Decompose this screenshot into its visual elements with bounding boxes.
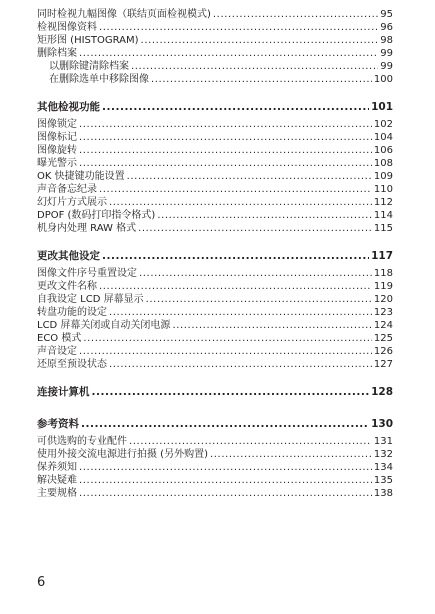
toc-entry[interactable] <box>37 358 393 371</box>
toc-entry[interactable] <box>37 131 393 144</box>
leader-dots <box>79 118 372 131</box>
toc-entry-page: 138 <box>373 488 393 499</box>
leader-dots <box>79 131 372 144</box>
toc-entry[interactable] <box>37 306 393 319</box>
toc-section <box>37 381 393 403</box>
toc-entry[interactable] <box>37 448 393 461</box>
toc-subentry[interactable] <box>37 60 393 73</box>
toc-entry[interactable] <box>37 157 393 170</box>
toc-entry-page: 99 <box>380 61 393 72</box>
toc-entry-title: 声音备忘纪录 <box>37 184 97 195</box>
toc-section <box>37 245 393 371</box>
toc-entry[interactable] <box>37 332 393 345</box>
toc-entry-page: 112 <box>373 197 393 208</box>
leader-dots <box>151 73 372 86</box>
leader-dots <box>83 332 372 345</box>
toc-entry-title: 曝光警示 <box>37 158 77 169</box>
toc-chapter-heading[interactable] <box>37 245 393 267</box>
toc-entry-page: 124 <box>373 320 393 331</box>
toc-entry-title: 在删除选单中移除图像 <box>49 74 149 85</box>
toc-entry-title: OK 快捷键功能设置 <box>37 171 125 182</box>
toc-entry[interactable] <box>37 183 393 196</box>
toc-entry[interactable] <box>37 280 393 293</box>
toc-heading-title: 连接计算机 <box>37 386 90 398</box>
toc-entry-title: 声音设定 <box>37 346 77 357</box>
leader-dots <box>81 413 369 435</box>
toc-entry-page: 99 <box>380 48 393 59</box>
leader-dots <box>146 293 372 306</box>
toc-entry-title: 自我设定 LCD 屏幕显示 <box>37 294 144 305</box>
leader-dots <box>79 47 378 60</box>
toc-entry-title: 更改文件名称 <box>37 281 97 292</box>
toc-entry-title: 幻灯片方式展示 <box>37 197 107 208</box>
toc-entry[interactable] <box>37 118 393 131</box>
toc-entry-page: 104 <box>373 132 393 143</box>
toc-entry-title: 还原至预设状态 <box>37 359 107 370</box>
toc-entry-title: 可供选购的专业配件 <box>37 436 127 447</box>
toc-entry-page: 120 <box>373 294 393 305</box>
toc-entry[interactable] <box>37 293 393 306</box>
leader-dots <box>79 474 372 487</box>
leader-dots <box>99 183 372 196</box>
page-number: 6 <box>37 575 46 590</box>
toc-entry-page: 123 <box>373 307 393 318</box>
toc-heading-title: 更改其他设定 <box>37 250 100 262</box>
toc-entry-page: 106 <box>373 145 393 156</box>
toc-entry-page: 95 <box>380 9 393 20</box>
toc-entry-page: 119 <box>373 281 393 292</box>
toc-entry[interactable] <box>37 144 393 157</box>
toc-entry[interactable] <box>37 474 393 487</box>
toc-entry[interactable] <box>37 34 393 47</box>
table-of-contents <box>37 8 393 510</box>
toc-entry[interactable] <box>37 8 393 21</box>
toc-entry[interactable] <box>37 435 393 448</box>
leader-dots <box>213 8 378 21</box>
toc-entry-title: 主要规格 <box>37 488 77 499</box>
leader-dots <box>79 144 372 157</box>
toc-entry[interactable] <box>37 319 393 332</box>
toc-entry-title: 同时检视九幅图像（联结页面检视模式) <box>37 9 211 20</box>
leader-dots <box>127 170 372 183</box>
toc-section <box>37 8 393 86</box>
toc-entry[interactable] <box>37 345 393 358</box>
leader-dots <box>139 267 372 280</box>
toc-entry-page: 132 <box>373 449 393 460</box>
leader-dots <box>99 280 372 293</box>
toc-entry-title: 以删除键清除档案 <box>49 61 129 72</box>
toc-heading-title: 参考资料 <box>37 418 79 430</box>
leader-dots <box>79 461 372 474</box>
toc-entry-title: 矩形图 (HISTOGRAM) <box>37 35 139 46</box>
toc-entry-title: 图像文件序号重置设定 <box>37 268 137 279</box>
toc-entry-page: 102 <box>373 119 393 130</box>
toc-section <box>37 413 393 500</box>
toc-chapter-heading[interactable] <box>37 381 393 403</box>
toc-heading-page: 101 <box>371 101 393 113</box>
toc-entry[interactable] <box>37 267 393 280</box>
toc-entry[interactable] <box>37 170 393 183</box>
toc-section <box>37 96 393 235</box>
toc-entry-page: 100 <box>373 74 393 85</box>
toc-entry-page: 127 <box>373 359 393 370</box>
leader-dots <box>79 157 372 170</box>
toc-entry-title: 图像锁定 <box>37 119 77 130</box>
toc-entry[interactable] <box>37 21 393 34</box>
leader-dots <box>172 319 371 332</box>
toc-entry[interactable] <box>37 461 393 474</box>
toc-entry-title: 解决疑难 <box>37 475 77 486</box>
leader-dots <box>79 487 372 500</box>
toc-entry-page: 114 <box>373 210 393 221</box>
leader-dots <box>157 209 372 222</box>
leader-dots <box>109 306 372 319</box>
toc-entry-title: 图像标记 <box>37 132 77 143</box>
toc-entry-title: DPOF (数码打印指令格式) <box>37 210 156 221</box>
leader-dots <box>102 245 369 267</box>
toc-entry[interactable] <box>37 209 393 222</box>
toc-entry[interactable] <box>37 196 393 209</box>
leader-dots <box>99 21 378 34</box>
leader-dots <box>79 345 372 358</box>
toc-entry[interactable] <box>37 487 393 500</box>
toc-chapter-heading[interactable] <box>37 96 393 118</box>
toc-entry-page: 96 <box>380 22 393 33</box>
toc-entry[interactable] <box>37 222 393 235</box>
leader-dots <box>141 34 379 47</box>
toc-entry-page: 115 <box>373 223 393 234</box>
toc-entry-page: 125 <box>373 333 393 344</box>
toc-entry-title: 检视图像资料 <box>37 22 97 33</box>
leader-dots <box>109 196 372 209</box>
toc-entry-page: 110 <box>373 184 393 195</box>
leader-dots <box>109 358 372 371</box>
toc-subentry[interactable] <box>37 73 393 86</box>
toc-entry-title: 图像旋转 <box>37 145 77 156</box>
toc-entry-page: 126 <box>373 346 393 357</box>
leader-dots <box>210 448 372 461</box>
toc-entry-title: 删除档案 <box>37 48 77 59</box>
toc-entry-page: 134 <box>373 462 393 473</box>
toc-heading-page: 128 <box>371 386 393 398</box>
toc-entry-title: 保养须知 <box>37 462 77 473</box>
toc-entry-title: LCD 屏幕关闭或自动关闭电源 <box>37 320 171 331</box>
toc-chapter-heading[interactable] <box>37 413 393 435</box>
toc-entry-page: 108 <box>373 158 393 169</box>
leader-dots <box>92 381 370 403</box>
toc-entry-page: 135 <box>373 475 393 486</box>
toc-entry-page: 118 <box>373 268 393 279</box>
toc-entry-page: 109 <box>373 171 393 182</box>
toc-heading-title: 其他检视功能 <box>37 101 100 113</box>
toc-entry-title: 转盘功能的设定 <box>37 307 107 318</box>
leader-dots <box>131 60 378 73</box>
leader-dots <box>138 222 372 235</box>
toc-entry-title: 使用外接交流电源进行拍摄 (另外购置) <box>37 449 208 460</box>
toc-entry-title: 机身内处理 RAW 格式 <box>37 223 137 234</box>
toc-heading-page: 130 <box>371 418 393 430</box>
leader-dots <box>102 96 369 118</box>
toc-entry-page: 98 <box>380 35 393 46</box>
toc-entry-page: 131 <box>373 436 393 447</box>
toc-entry-title: ECO 模式 <box>37 333 82 344</box>
toc-entry[interactable] <box>37 47 393 60</box>
toc-heading-page: 117 <box>371 250 393 262</box>
leader-dots <box>129 435 372 448</box>
